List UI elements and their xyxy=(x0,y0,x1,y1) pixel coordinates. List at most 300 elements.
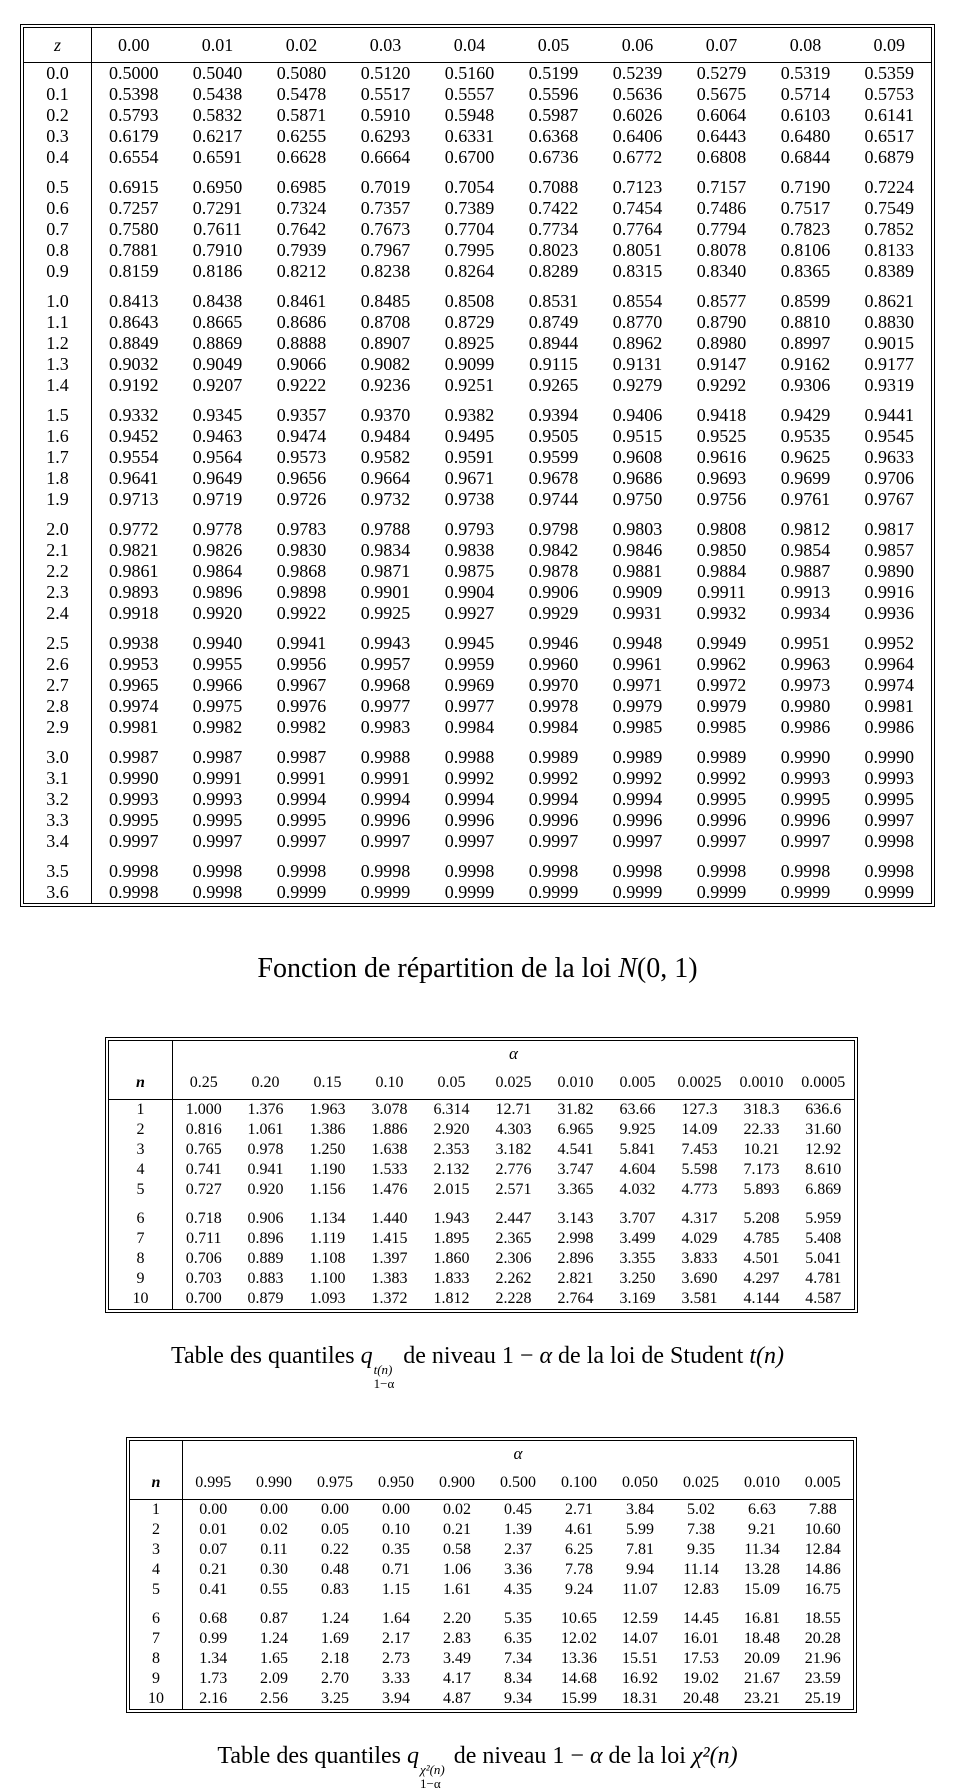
cell-value: 0.6844 xyxy=(780,147,831,167)
cell-value: 2.821 xyxy=(557,1270,594,1287)
cell-value: 0.9957 xyxy=(360,654,411,674)
alpha-header-row xyxy=(130,1441,854,1468)
cell-value: 0.9940 xyxy=(192,633,243,653)
cell-value: 0.9968 xyxy=(360,675,411,695)
cell-value: 0.9987 xyxy=(276,747,327,767)
table-row xyxy=(24,747,932,768)
cell-value: 0.9981 xyxy=(109,717,159,737)
cell-value: 0.9993 xyxy=(780,768,831,788)
cell-value: 4.87 xyxy=(443,1690,471,1708)
column-header-row xyxy=(130,1467,854,1500)
cell-value: 0.5910 xyxy=(360,105,411,125)
cell-value: 0.9953 xyxy=(109,654,159,674)
cell-value: 14.45 xyxy=(683,1610,719,1628)
cell-value: 0.9983 xyxy=(360,717,411,737)
cell-value: 0.5199 xyxy=(528,63,579,83)
cell-value: 1.15 xyxy=(382,1581,410,1599)
cell-value: 0.9997 xyxy=(612,831,663,851)
cell-value: 0.9871 xyxy=(360,561,411,581)
caption-text: Table des quantiles xyxy=(171,1343,361,1369)
table-row xyxy=(109,1229,855,1249)
table-row xyxy=(130,1669,854,1689)
cell-value: 1.886 xyxy=(371,1121,408,1138)
cell-value: 0.9932 xyxy=(696,603,747,623)
cell-value: 14.07 xyxy=(622,1630,658,1648)
cell-value: 0.7517 xyxy=(780,198,831,218)
caption-text: Fonction de répartition de la loi xyxy=(257,953,619,984)
cell-value: 21.67 xyxy=(744,1670,780,1688)
cell-value: 0.8438 xyxy=(192,291,243,311)
table-row xyxy=(24,126,932,147)
cell-value: 0.9778 xyxy=(192,519,243,539)
cell-value: 0.9998 xyxy=(276,861,327,881)
table-row xyxy=(130,1649,854,1669)
cell-value: 0.9980 xyxy=(780,696,831,716)
cell-value: 0.5359 xyxy=(864,63,914,83)
cell-value: 5.041 xyxy=(805,1250,842,1267)
cell-value: 0.11 xyxy=(260,1541,288,1559)
table-row xyxy=(24,147,932,168)
cell-value: 0.7422 xyxy=(528,198,579,218)
cell-value: 3.49 xyxy=(443,1650,471,1668)
cell-value: 0.9846 xyxy=(612,540,663,560)
cell-value: 0.9066 xyxy=(276,354,327,374)
cell-value: 4.317 xyxy=(681,1210,718,1227)
cell-value: 0.30 xyxy=(260,1561,288,1579)
cell-value: 0.9997 xyxy=(696,831,747,851)
cell-value: 0.71 xyxy=(382,1561,410,1579)
group-spacer-row xyxy=(24,624,932,633)
caption-text: de niveau 1 − xyxy=(447,1743,590,1770)
cell-value: 0.9671 xyxy=(444,468,495,488)
cell-value: 0.9985 xyxy=(696,717,747,737)
table-row xyxy=(24,219,932,240)
cell-value: 2.83 xyxy=(443,1630,471,1648)
cell-value: 14.86 xyxy=(804,1561,841,1579)
cell-value: 0.9911 xyxy=(697,582,746,602)
table-row xyxy=(24,105,932,126)
cell-value: 0.9986 xyxy=(780,717,831,737)
cell-value: 0.718 xyxy=(185,1210,222,1227)
row-label: 3.0 xyxy=(24,747,92,768)
cell-value: 0.9131 xyxy=(612,354,663,374)
cell-value: 0.6879 xyxy=(864,147,914,167)
cell-value: 0.9997 xyxy=(528,831,579,851)
row-label: 0.5 xyxy=(24,177,92,198)
row-label: 8 xyxy=(109,1249,173,1269)
cell-value: 0.9922 xyxy=(276,603,327,623)
cell-value: 0.7734 xyxy=(528,219,579,239)
row-label: 2.7 xyxy=(24,675,92,696)
cell-value: 13.28 xyxy=(744,1561,780,1579)
corner-empty-cell xyxy=(130,1441,183,1468)
cell-value: 4.35 xyxy=(504,1581,532,1599)
cell-value: 0.727 xyxy=(185,1181,222,1198)
group-spacer-row xyxy=(24,282,932,291)
cell-value: 0.9292 xyxy=(696,375,747,395)
cell-value: 5.893 xyxy=(743,1181,780,1198)
cell-value: 16.01 xyxy=(683,1630,719,1648)
row-label: 1.5 xyxy=(24,405,92,426)
cell-value: 3.365 xyxy=(557,1181,594,1198)
cell-value: 0.9732 xyxy=(360,489,411,509)
cell-value: 0.9999 xyxy=(444,882,495,902)
cell-value: 11.14 xyxy=(683,1561,719,1579)
cell-value: 0.7580 xyxy=(109,219,159,239)
table-row xyxy=(24,831,932,852)
group-spacer-row xyxy=(24,396,932,405)
cell-value: 0.7673 xyxy=(360,219,411,239)
alpha-header: α xyxy=(509,1044,518,1063)
cell-value: 2.37 xyxy=(504,1541,532,1559)
cell-value: 0.9418 xyxy=(696,405,747,425)
group-spacer-row xyxy=(24,510,932,519)
cell-value: 0.00 xyxy=(199,1501,228,1519)
cell-value: 2.262 xyxy=(495,1270,532,1287)
cell-value: 0.8315 xyxy=(612,261,663,281)
table-row xyxy=(130,1520,854,1540)
normal-cdf-table xyxy=(23,27,932,904)
cell-value: 0.9991 xyxy=(360,768,411,788)
cell-value: 0.9812 xyxy=(780,519,831,539)
cell-value: 0.8925 xyxy=(444,333,495,353)
cell-value: 1.415 xyxy=(371,1230,408,1247)
cell-value: 10.60 xyxy=(804,1521,841,1539)
cell-value: 0.5517 xyxy=(360,84,411,104)
cell-value: 3.169 xyxy=(619,1290,656,1307)
table-row xyxy=(130,1609,854,1629)
cell-value: 0.7881 xyxy=(109,240,159,260)
cell-value: 0.9988 xyxy=(444,747,495,767)
cell-value: 0.9999 xyxy=(276,882,327,902)
cell-value: 0.6443 xyxy=(696,126,747,146)
cell-value: 0.6591 xyxy=(192,147,243,167)
cell-value: 0.9222 xyxy=(276,375,327,395)
cell-value: 1.100 xyxy=(309,1270,346,1287)
cell-value: 0.9997 xyxy=(864,810,914,830)
cell-value: 4.297 xyxy=(743,1270,780,1287)
cell-value: 9.925 xyxy=(619,1121,656,1138)
cell-value: 0.9909 xyxy=(612,582,663,602)
cell-value: 0.9999 xyxy=(612,882,663,902)
table-row xyxy=(130,1689,854,1710)
cell-value: 20.09 xyxy=(744,1650,780,1668)
cell-value: 0.9793 xyxy=(444,519,495,539)
cell-value: 15.51 xyxy=(622,1650,658,1668)
cell-value: 0.5120 xyxy=(360,63,411,83)
row-label: 2.5 xyxy=(24,633,92,654)
math-subscript: 1−α xyxy=(419,1776,441,1791)
row-label: 0.0 xyxy=(24,63,92,85)
cell-value: 20.28 xyxy=(804,1630,841,1648)
cell-value: 0.9993 xyxy=(192,789,243,809)
cell-value: 1.24 xyxy=(321,1610,349,1628)
cell-value: 0.9788 xyxy=(360,519,411,539)
row-label: 3.1 xyxy=(24,768,92,789)
cell-value: 0.9726 xyxy=(276,489,327,509)
table-row xyxy=(24,405,932,426)
cell-value: 5.99 xyxy=(626,1521,654,1539)
cell-value: 3.84 xyxy=(626,1501,654,1519)
cell-value: 4.029 xyxy=(681,1230,718,1247)
cell-value: 0.9996 xyxy=(612,810,663,830)
chi2-quantile-table xyxy=(129,1440,854,1710)
cell-value: 0.9616 xyxy=(696,447,747,467)
cell-value: 0.9997 xyxy=(780,831,831,851)
cell-value: 0.8577 xyxy=(696,291,747,311)
table-row xyxy=(109,1160,855,1180)
cell-value: 0.9995 xyxy=(276,810,327,830)
cell-value: 0.9952 xyxy=(864,633,914,653)
cell-value: 0.6141 xyxy=(864,105,914,125)
cell-value: 7.34 xyxy=(504,1650,532,1668)
row-label: 1.3 xyxy=(24,354,92,375)
cell-value: 6.63 xyxy=(748,1501,776,1519)
cell-value: 0.9861 xyxy=(109,561,159,581)
cell-value: 0.7454 xyxy=(612,198,663,218)
cell-value: 0.8554 xyxy=(612,291,663,311)
column-header: 0.25 xyxy=(173,1067,235,1100)
cell-value: 0.9821 xyxy=(109,540,159,560)
cell-value: 2.353 xyxy=(433,1141,470,1158)
cell-value: 0.9994 xyxy=(360,789,411,809)
cell-value: 0.00 xyxy=(260,1501,288,1519)
cell-value: 0.5987 xyxy=(528,105,579,125)
cell-value: 4.501 xyxy=(743,1250,780,1267)
cell-value: 0.9972 xyxy=(696,675,747,695)
cell-value: 0.9505 xyxy=(528,426,579,446)
cell-value: 3.690 xyxy=(681,1270,718,1287)
table-row xyxy=(130,1540,854,1560)
cell-value: 7.173 xyxy=(743,1161,780,1178)
table-row xyxy=(24,240,932,261)
cell-value: 4.303 xyxy=(495,1121,532,1138)
cell-value: 0.9995 xyxy=(864,789,914,809)
cell-value: 0.8888 xyxy=(276,333,327,353)
table-row xyxy=(109,1209,855,1229)
row-label: 3 xyxy=(130,1540,183,1560)
column-header: 0.00 xyxy=(92,28,176,63)
cell-value: 0.883 xyxy=(247,1270,284,1287)
cell-value: 0.9452 xyxy=(109,426,159,446)
row-label: 2.6 xyxy=(24,654,92,675)
cell-value: 9.35 xyxy=(687,1541,715,1559)
cell-value: 11.34 xyxy=(744,1541,780,1559)
cell-value: 1.250 xyxy=(309,1141,346,1158)
cell-value: 0.87 xyxy=(260,1610,288,1628)
row-label: 2.3 xyxy=(24,582,92,603)
cell-value: 0.9756 xyxy=(696,489,747,509)
cell-value: 0.5319 xyxy=(780,63,831,83)
table-row xyxy=(24,375,932,396)
cell-value: 0.9996 xyxy=(360,810,411,830)
cell-value: 0.9981 xyxy=(864,696,914,716)
math-tn: t(n) xyxy=(749,1343,784,1369)
cell-value: 0.8830 xyxy=(864,312,914,332)
column-header: 0.0005 xyxy=(793,1067,855,1100)
cell-value: 1.476 xyxy=(371,1181,408,1198)
cell-value: 3.833 xyxy=(681,1250,718,1267)
cell-value: 2.09 xyxy=(260,1670,288,1688)
cell-value: 0.9750 xyxy=(612,489,663,509)
cell-value: 0.9961 xyxy=(612,654,663,674)
table-row xyxy=(24,582,932,603)
table-row xyxy=(24,354,932,375)
corner-empty-cell xyxy=(109,1041,173,1068)
column-header: 0.08 xyxy=(764,28,848,63)
row-label: 2.4 xyxy=(24,603,92,624)
cell-value: 0.7910 xyxy=(192,240,243,260)
cell-value: 0.9564 xyxy=(192,447,243,467)
cell-value: 0.9744 xyxy=(528,489,579,509)
cell-value: 0.9927 xyxy=(444,603,495,623)
cell-value: 1.833 xyxy=(433,1270,470,1287)
cell-value: 0.9664 xyxy=(360,468,411,488)
cell-value: 0.9951 xyxy=(780,633,831,653)
cell-value: 0.8212 xyxy=(276,261,327,281)
cell-value: 0.9890 xyxy=(864,561,914,581)
cell-value: 12.71 xyxy=(495,1101,532,1118)
cell-value: 14.09 xyxy=(681,1121,718,1138)
cell-value: 1.000 xyxy=(185,1101,222,1118)
cell-value: 0.8907 xyxy=(360,333,411,353)
table-row xyxy=(24,261,932,282)
cell-value: 0.45 xyxy=(504,1501,532,1519)
cell-value: 0.9987 xyxy=(192,747,243,767)
cell-value: 0.8159 xyxy=(109,261,159,281)
cell-value: 0.9406 xyxy=(612,405,663,425)
table-row xyxy=(24,717,932,738)
cell-value: 0.9975 xyxy=(192,696,243,716)
cell-value: 0.9306 xyxy=(780,375,831,395)
cell-value: 0.68 xyxy=(199,1610,228,1628)
cell-value: 0.9032 xyxy=(109,354,159,374)
cell-value: 2.16 xyxy=(199,1690,228,1708)
cell-value: 31.82 xyxy=(557,1101,594,1118)
cell-value: 0.9854 xyxy=(780,540,831,560)
cell-value: 3.747 xyxy=(557,1161,594,1178)
cell-value: 0.9382 xyxy=(444,405,495,425)
cell-value: 1.812 xyxy=(433,1290,470,1307)
table-row xyxy=(24,633,932,654)
column-header: 0.100 xyxy=(549,1467,610,1500)
column-header: 0.500 xyxy=(488,1467,549,1500)
cell-value: 0.9934 xyxy=(780,603,831,623)
corner-label: z xyxy=(24,28,92,63)
cell-value: 0.9906 xyxy=(528,582,579,602)
cell-value: 11.07 xyxy=(622,1581,658,1599)
row-label: 10 xyxy=(109,1289,173,1310)
column-header: 0.15 xyxy=(297,1067,359,1100)
cell-value: 0.9838 xyxy=(444,540,495,560)
cell-value: 0.5160 xyxy=(444,63,495,83)
cell-value: 1.119 xyxy=(309,1230,346,1247)
column-header-row xyxy=(109,1067,855,1100)
cell-value: 0.8665 xyxy=(192,312,243,332)
cell-value: 3.143 xyxy=(557,1210,594,1227)
cell-value: 0.6628 xyxy=(276,147,327,167)
math-q: q xyxy=(406,1743,419,1770)
cell-value: 1.383 xyxy=(371,1270,408,1287)
cell-value: 0.7611 xyxy=(193,219,242,239)
row-label: 2.1 xyxy=(24,540,92,561)
cell-value: 0.9641 xyxy=(109,468,159,488)
cell-value: 0.7190 xyxy=(780,177,831,197)
cell-value: 0.9943 xyxy=(360,633,411,653)
math-q: q xyxy=(360,1343,373,1369)
cell-value: 0.765 xyxy=(185,1141,222,1158)
column-header: 0.01 xyxy=(176,28,260,63)
cell-value: 16.75 xyxy=(804,1581,841,1599)
cell-value: 4.781 xyxy=(805,1270,842,1287)
row-label: 0.8 xyxy=(24,240,92,261)
cell-value: 0.9955 xyxy=(192,654,243,674)
cell-value: 0.9834 xyxy=(360,540,411,560)
cell-value: 21.96 xyxy=(804,1650,841,1668)
cell-value: 0.9147 xyxy=(696,354,747,374)
cell-value: 0.9982 xyxy=(192,717,243,737)
column-header: 0.975 xyxy=(305,1467,366,1500)
table-row xyxy=(24,675,932,696)
cell-value: 0.9996 xyxy=(696,810,747,830)
cell-value: 3.182 xyxy=(495,1141,532,1158)
cell-value: 0.99 xyxy=(199,1630,228,1648)
cell-value: 7.78 xyxy=(565,1561,593,1579)
cell-value: 0.879 xyxy=(247,1290,284,1307)
cell-value: 3.499 xyxy=(619,1230,656,1247)
table-row xyxy=(24,468,932,489)
cell-value: 0.9991 xyxy=(192,768,243,788)
cell-value: 31.60 xyxy=(805,1121,842,1138)
cell-value: 0.9441 xyxy=(864,405,914,425)
cell-value: 0.9996 xyxy=(444,810,495,830)
column-header: 0.09 xyxy=(848,28,932,63)
cell-value: 23.21 xyxy=(744,1690,780,1708)
math-alpha: α xyxy=(539,1343,553,1369)
cell-value: 0.9998 xyxy=(192,882,243,902)
cell-value: 0.7486 xyxy=(696,198,747,218)
cell-value: 4.032 xyxy=(619,1181,656,1198)
cell-value: 10.21 xyxy=(743,1141,780,1158)
table-row xyxy=(24,447,932,468)
row-label: 2.8 xyxy=(24,696,92,717)
cell-value: 0.9875 xyxy=(444,561,495,581)
cell-value: 0.05 xyxy=(321,1521,349,1539)
caption-text: de la loi de Student xyxy=(552,1343,750,1369)
cell-value: 3.33 xyxy=(382,1670,410,1688)
cell-value: 0.58 xyxy=(443,1541,471,1559)
group-spacer-row xyxy=(24,168,932,177)
cell-value: 0.9761 xyxy=(780,489,831,509)
cell-value: 2.228 xyxy=(495,1290,532,1307)
cell-value: 7.453 xyxy=(681,1141,718,1158)
cell-value: 0.9515 xyxy=(612,426,663,446)
cell-value: 318.3 xyxy=(743,1101,780,1118)
cell-value: 12.83 xyxy=(683,1581,719,1599)
cell-value: 0.9992 xyxy=(612,768,663,788)
table-row xyxy=(24,84,932,105)
cell-value: 0.9998 xyxy=(612,861,663,881)
row-label: 1.0 xyxy=(24,291,92,312)
cell-value: 0.941 xyxy=(247,1161,284,1178)
row-label: 5 xyxy=(109,1180,173,1200)
cell-value: 0.9554 xyxy=(109,447,159,467)
cell-value: 0.9963 xyxy=(780,654,831,674)
cell-value: 12.59 xyxy=(622,1610,658,1628)
table-row xyxy=(130,1629,854,1649)
cell-value: 0.9474 xyxy=(276,426,327,446)
cell-value: 0.9738 xyxy=(444,489,495,509)
